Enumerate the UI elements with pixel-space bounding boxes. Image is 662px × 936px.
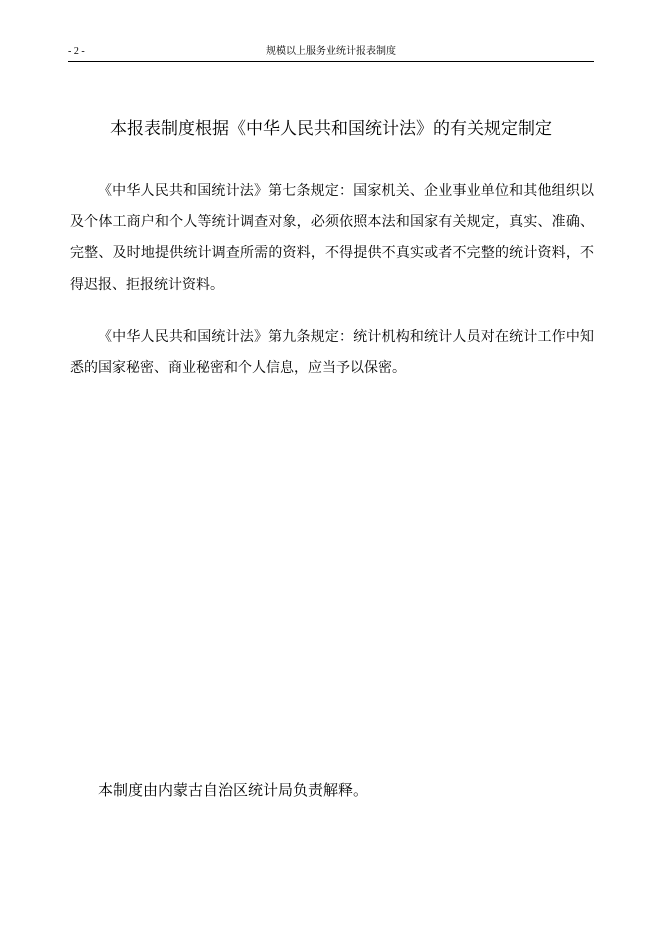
document-heading: 本报表制度根据《中华人民共和国统计法》的有关规定制定: [110, 119, 552, 139]
paragraph-article-7: 《中华人民共和国统计法》第七条规定：国家机关、企业事业单位和其他组织以及个体工商户和个人等统计调查对象，必须依照本法和国家有关规定，真实、准确、完整、及时地提供统计调查所需的资料，不得提供不真实或者不完整的统计资料，不得迟报、拒报统计资料。: [70, 183, 594, 293]
page-number: - 2 -: [68, 46, 85, 57]
paragraph-article-9: 《中华人民共和国统计法》第九条规定：统计机构和统计人员对在统计工作中知悉的国家秘密、商业秘密和个人信息，应当予以保密。: [70, 329, 594, 377]
page-header: [68, 45, 594, 62]
header-title: 规模以上服务业统计报表制度: [266, 46, 396, 57]
closing-note: 本制度由内蒙古自治区统计局负责解释。: [98, 781, 369, 799]
